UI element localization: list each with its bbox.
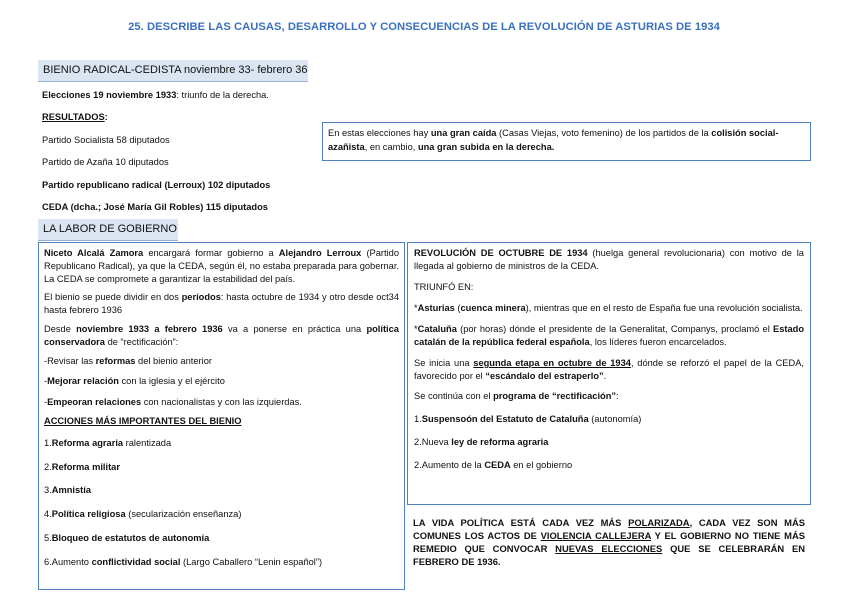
labor-left-column bbox=[38, 242, 405, 590]
accion-item: 5.Bloqueo de estatutos de autonomía bbox=[44, 532, 210, 543]
result-line: CEDA (dcha.; José María Gil Robles) 115 diputados bbox=[42, 202, 268, 212]
paragraph: El bienio se puede dividir en dos períodos: hasta octubre de 1934 y otro desde oct34 hasta febrero 1936 bbox=[44, 292, 399, 316]
accion-item: 6.Aumento conflictividad social (Largo Caballero “Lenin español”) bbox=[44, 556, 323, 567]
accion-item: 4.Política religiosa (secularización enseñanza) bbox=[44, 509, 242, 520]
rectificacion-item: 2.Aumento de la CEDA en el gobierno bbox=[414, 459, 573, 470]
results-heading: RESULTADOS: bbox=[42, 112, 108, 122]
paragraph: Niceto Alcalá Zamora encargará formar gobierno a Alejandro Lerroux (Partido Republicano Radical), ya que la CEDA, según él, no estaba preparada para gobernar. La CEDA se compromete a garantizar la estabilidad del país. bbox=[44, 248, 400, 284]
section-header-labor: LA LABOR DE GOBIERNO bbox=[38, 219, 178, 241]
revolucion-right-column bbox=[407, 242, 811, 505]
list-item: -Mejorar relación con la iglesia y el ejército bbox=[44, 376, 225, 387]
paragraph: Desde noviembre 1933 a febrero 1936 va a ponerse en práctica una política conservadora de “rectificación”: bbox=[44, 323, 399, 347]
paragraph: Se continúa con el programa de “rectificación”: bbox=[414, 391, 619, 402]
paragraph: REVOLUCIÓN DE OCTUBRE DE 1934 (huelga general revolucionaria) con motivo de la llegada al gobierno de ministros de la CEDA. bbox=[414, 248, 804, 271]
accion-item: 1.Reforma agraria ralentizada bbox=[44, 437, 172, 448]
triunfo-label: TRIUNFÓ EN: bbox=[414, 281, 474, 292]
acciones-heading: ACCIONES MÁS IMPORTANTES DEL BIENIO bbox=[44, 415, 242, 426]
elections-line: Elecciones 19 noviembre 1933: triunfo de la derecha. bbox=[42, 90, 269, 100]
accion-item: 3.Amnistía bbox=[44, 485, 92, 496]
accion-item: 2.Reforma militar bbox=[44, 461, 120, 472]
paragraph: *Asturias (cuenca minera), mientras que en el resto de España fue una revolución socialista. bbox=[414, 303, 803, 314]
result-line: Partido de Azaña 10 diputados bbox=[42, 157, 169, 167]
rectificacion-item: 2.Nueva ley de reforma agraria bbox=[414, 436, 549, 447]
section-header-bienio: BIENIO RADICAL-CEDISTA noviembre 33- febrero 36 bbox=[38, 60, 308, 82]
conclusion-text: LA VIDA POLÍTICA ESTÁ CADA VEZ MÁS POLARIZADA, CADA VEZ SON MÁS COMUNES LOS ACTOS DE VIOLENCIA CALLEJERA Y EL GOBIERNO NO TIENE MÁS REMEDIO QUE CONVOCAR NUEVAS ELECCIONES QUE SE CELEBRARÁN EN FEBRERO DE 1936. bbox=[413, 517, 806, 567]
result-line: Partido republicano radical (Lerroux) 102 diputados bbox=[42, 180, 271, 190]
page-title: 25. DESCRIBE LAS CAUSAS, DESARROLLO Y CONSECUENCIAS DE LA REVOLUCIÓN DE ASTURIAS DE 1934 bbox=[128, 21, 720, 33]
list-item: -Empeoran relaciones con nacionalistas y con las izquierdas. bbox=[44, 397, 302, 408]
elections-callout: En estas elecciones hay una gran caída (Casas Viejas, voto femenino) de los partidos de la colisión social-azañista, en cambio, una gran subida en la derecha. bbox=[322, 122, 811, 161]
paragraph: Se inicia una segunda etapa en octubre de 1934, dónde se reforzó el papel de la CEDA, favorecido por el “escándalo del estraperlo”. bbox=[414, 357, 804, 381]
result-line: Partido Socialista 58 diputados bbox=[42, 135, 170, 145]
list-item: -Revisar las reformas del bienio anterior bbox=[44, 355, 212, 366]
rectificacion-item: 1.Suspensoón del Estatuto de Cataluña (autonomía) bbox=[414, 414, 642, 425]
paragraph: *Cataluña (por horas) dónde el presidente de la Generalitat, Companys, proclamó el Estado catalán de la república federal española, los líderes fueron encarcelados. bbox=[414, 324, 804, 347]
